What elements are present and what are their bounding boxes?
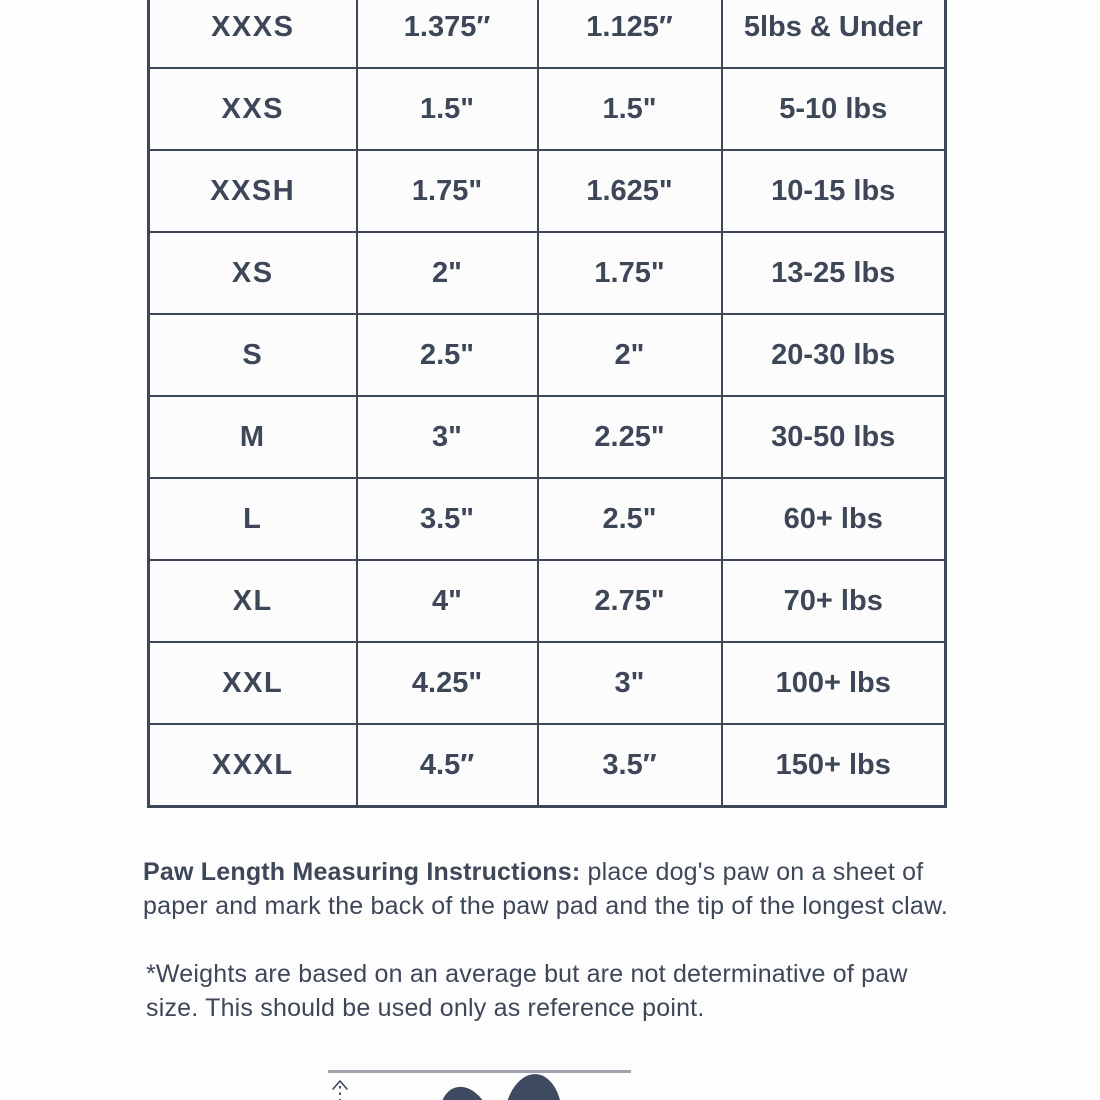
table-row: [149, 560, 946, 642]
disclaimer-line-1: *Weights are based on an average but are not determinative of paw: [146, 960, 908, 988]
weight-disclaimer: [146, 957, 976, 1025]
measuring-instructions: [143, 855, 973, 923]
weight-range-cell: 5lbs & Under: [722, 0, 946, 68]
size-label-cell: M: [149, 396, 357, 478]
size-label-cell: XS: [149, 232, 357, 314]
weight-range-cell: 10-15 lbs: [722, 150, 946, 232]
paw-length-cell: 2.5": [357, 314, 538, 396]
instructions-line-1: [143, 855, 973, 889]
size-label-cell: XL: [149, 560, 357, 642]
weight-range-cell: 70+ lbs: [722, 560, 946, 642]
weight-range-cell: 60+ lbs: [722, 478, 946, 560]
paw-length-cell: 3.5": [357, 478, 538, 560]
paw-width-cell: 2.75": [538, 560, 722, 642]
table-row: [149, 68, 946, 150]
paw-width-cell: 3": [538, 642, 722, 724]
weight-range-cell: 150+ lbs: [722, 724, 946, 807]
paw-width-cell: 1.125″: [538, 0, 722, 68]
paw-length-cell: 1.75": [357, 150, 538, 232]
paw-toe: [501, 1072, 565, 1100]
weight-range-cell: 20-30 lbs: [722, 314, 946, 396]
table-row: [149, 314, 946, 396]
table-row: [149, 150, 946, 232]
size-label-cell: S: [149, 314, 357, 396]
sizing-table-container: [147, 0, 947, 808]
instructions-text: place dog's paw on a sheet of: [580, 858, 924, 886]
table-row: [149, 232, 946, 314]
measure-line: [328, 1070, 631, 1073]
size-label-cell: XXSH: [149, 150, 357, 232]
paw-toe: [431, 1080, 501, 1100]
paw-width-cell: 1.625": [538, 150, 722, 232]
paw-width-cell: 2.25": [538, 396, 722, 478]
sizing-table: [147, 0, 947, 808]
instructions-heading: Paw Length Measuring Instructions:: [143, 858, 581, 886]
size-label-cell: XXL: [149, 642, 357, 724]
table-row: [149, 396, 946, 478]
weight-range-cell: 5-10 lbs: [722, 68, 946, 150]
size-label-cell: XXS: [149, 68, 357, 150]
paw-length-cell: 4.25": [357, 642, 538, 724]
disclaimer-line-2: size. This should be used only as reference point.: [146, 994, 705, 1022]
paw-length-cell: 3": [357, 396, 538, 478]
paw-length-cell: 1.5": [357, 68, 538, 150]
weight-range-cell: 30-50 lbs: [722, 396, 946, 478]
paw-width-cell: 2": [538, 314, 722, 396]
size-label-cell: XXXS: [149, 0, 357, 68]
weight-range-cell: 100+ lbs: [722, 642, 946, 724]
size-label-cell: XXXL: [149, 724, 357, 807]
size-label-cell: L: [149, 478, 357, 560]
table-row: [149, 642, 946, 724]
paw-width-cell: 1.75": [538, 232, 722, 314]
table-row: [149, 724, 946, 807]
table-row: [149, 0, 946, 68]
instructions-line-2: paper and mark the back of the paw pad and the tip of the longest claw.: [143, 892, 948, 920]
paw-length-cell: 4": [357, 560, 538, 642]
table-row: [149, 478, 946, 560]
paw-length-cell: 1.375″: [357, 0, 538, 68]
up-arrow-icon: [330, 1078, 350, 1100]
paw-length-cell: 2": [357, 232, 538, 314]
paw-length-cell: 4.5″: [357, 724, 538, 807]
paw-width-cell: 2.5": [538, 478, 722, 560]
paw-width-cell: 1.5": [538, 68, 722, 150]
weight-range-cell: 13-25 lbs: [722, 232, 946, 314]
paw-width-cell: 3.5″: [538, 724, 722, 807]
